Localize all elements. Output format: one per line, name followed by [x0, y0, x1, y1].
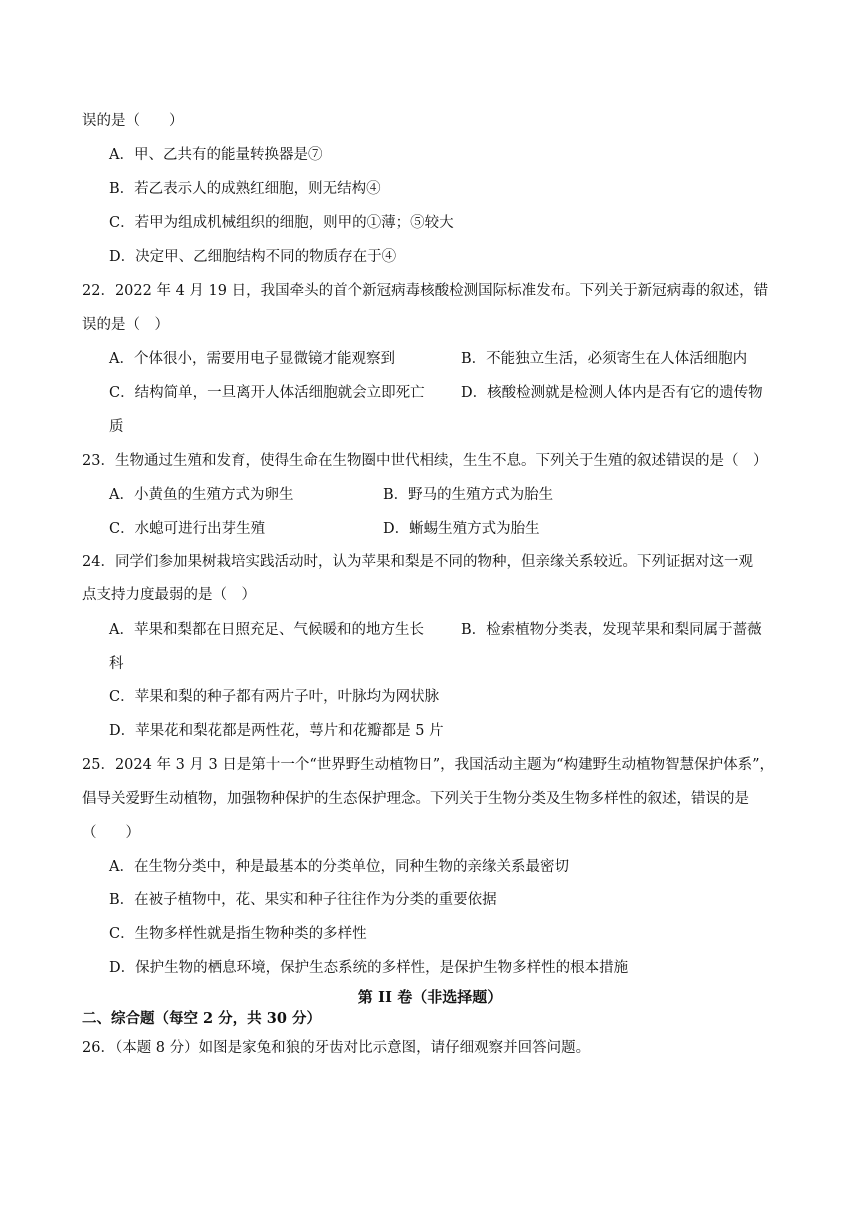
q26-stem: 26．（本题 8 分）如图是家兔和狼的牙齿对比示意图，请仔细观察并回答问题。 [82, 1040, 591, 1056]
q23-option-c: C．水螅可进行出芽生殖 [109, 521, 266, 537]
q23-option-a: A．小黄鱼的生殖方式为卵生 [109, 487, 294, 503]
q21-option-c: C．若甲为组成机械组织的细胞，则甲的①薄；⑤较大 [109, 215, 454, 231]
q21-stem-tail: 误的是（ ） [82, 113, 184, 129]
q21-option-b: B．若乙表示人的成熟红细胞，则无结构④ [109, 181, 381, 197]
q24-option-b-line1: B．检索植物分类表，发现苹果和梨同属于蔷薇 [461, 622, 762, 638]
section-title: 第 II 卷（非选择题） [357, 988, 503, 1006]
q24-option-b-line2: 科 [109, 656, 124, 672]
q22-stem-line2: 误的是（ ） [82, 317, 169, 333]
q25-stem-line1: 25．2024 年 3 月 3 日是第十一个“世界野生动植物日”，我国活动主题为“构建野生动植物智慧保护体系”， [82, 757, 774, 773]
q22-option-b: B．不能独立生活，必须寄生在人体活细胞内 [461, 351, 748, 367]
q24-option-a: A．苹果和梨都在日照充足、气候暖和的地方生长 [109, 622, 424, 638]
q25-option-c: C．生物多样性就是指生物种类的多样性 [109, 926, 367, 942]
q22-option-c: C．结构简单，一旦离开人体活细胞就会立即死亡 [109, 385, 425, 401]
q25-stem-line2: 倡导关爱野生动植物，加强物种保护的生态保护理念。下列关于生物分类及生物多样性的叙述，错误的是 [82, 791, 749, 807]
q23-option-b: B．野马的生殖方式为胎生 [383, 487, 554, 503]
q25-stem-line3: （ ） [82, 825, 140, 841]
q22-option-a: A．个体很小，需要用电子显微镜才能观察到 [109, 351, 395, 367]
q23-option-d: D．蜥蜴生殖方式为胎生 [383, 521, 540, 537]
q21-option-d: D．决定甲、乙细胞结构不同的物质存在于④ [109, 249, 397, 265]
q22-stem-line1: 22．2022 年 4 月 19 日，我国牵头的首个新冠病毒核酸检测国际标准发布。下列关于新冠病毒的叙述，错 [82, 283, 769, 299]
q24-stem-line1: 24．同学们参加果树栽培实践活动时，认为苹果和梨是不同的物种，但亲缘关系较近。下列证据对这一观 [82, 554, 753, 570]
q21-option-a: A．甲、乙共有的能量转换器是⑦ [109, 147, 323, 163]
q25-option-d: D．保护生物的栖息环境，保护生态系统的多样性，是保护生物多样性的根本措施 [109, 960, 629, 976]
section-heading: 二、综合题（每空 2 分，共 30 分） [82, 1010, 321, 1027]
q25-option-b: B．在被子植物中，花、果实和种子往往作为分类的重要依据 [109, 892, 497, 908]
q22-option-d-line1: D．核酸检测就是检测人体内是否有它的遗传物 [461, 385, 763, 401]
q22-option-d-line2: 质 [109, 419, 124, 435]
q23-stem: 23．生物通过生殖和发育，使得生命在生物圈中世代相续，生生不息。下列关于生殖的叙述错误的是（ ） [82, 453, 768, 469]
q24-option-d: D．苹果花和梨花都是两性花，萼片和花瓣都是 5 片 [109, 723, 444, 739]
q24-option-c: C．苹果和梨的种子都有两片子叶，叶脉均为网状脉 [109, 689, 440, 705]
q24-stem-line2: 点支持力度最弱的是（ ） [82, 587, 256, 603]
q25-option-a: A．在生物分类中，种是最基本的分类单位，同种生物的亲缘关系最密切 [109, 859, 569, 875]
